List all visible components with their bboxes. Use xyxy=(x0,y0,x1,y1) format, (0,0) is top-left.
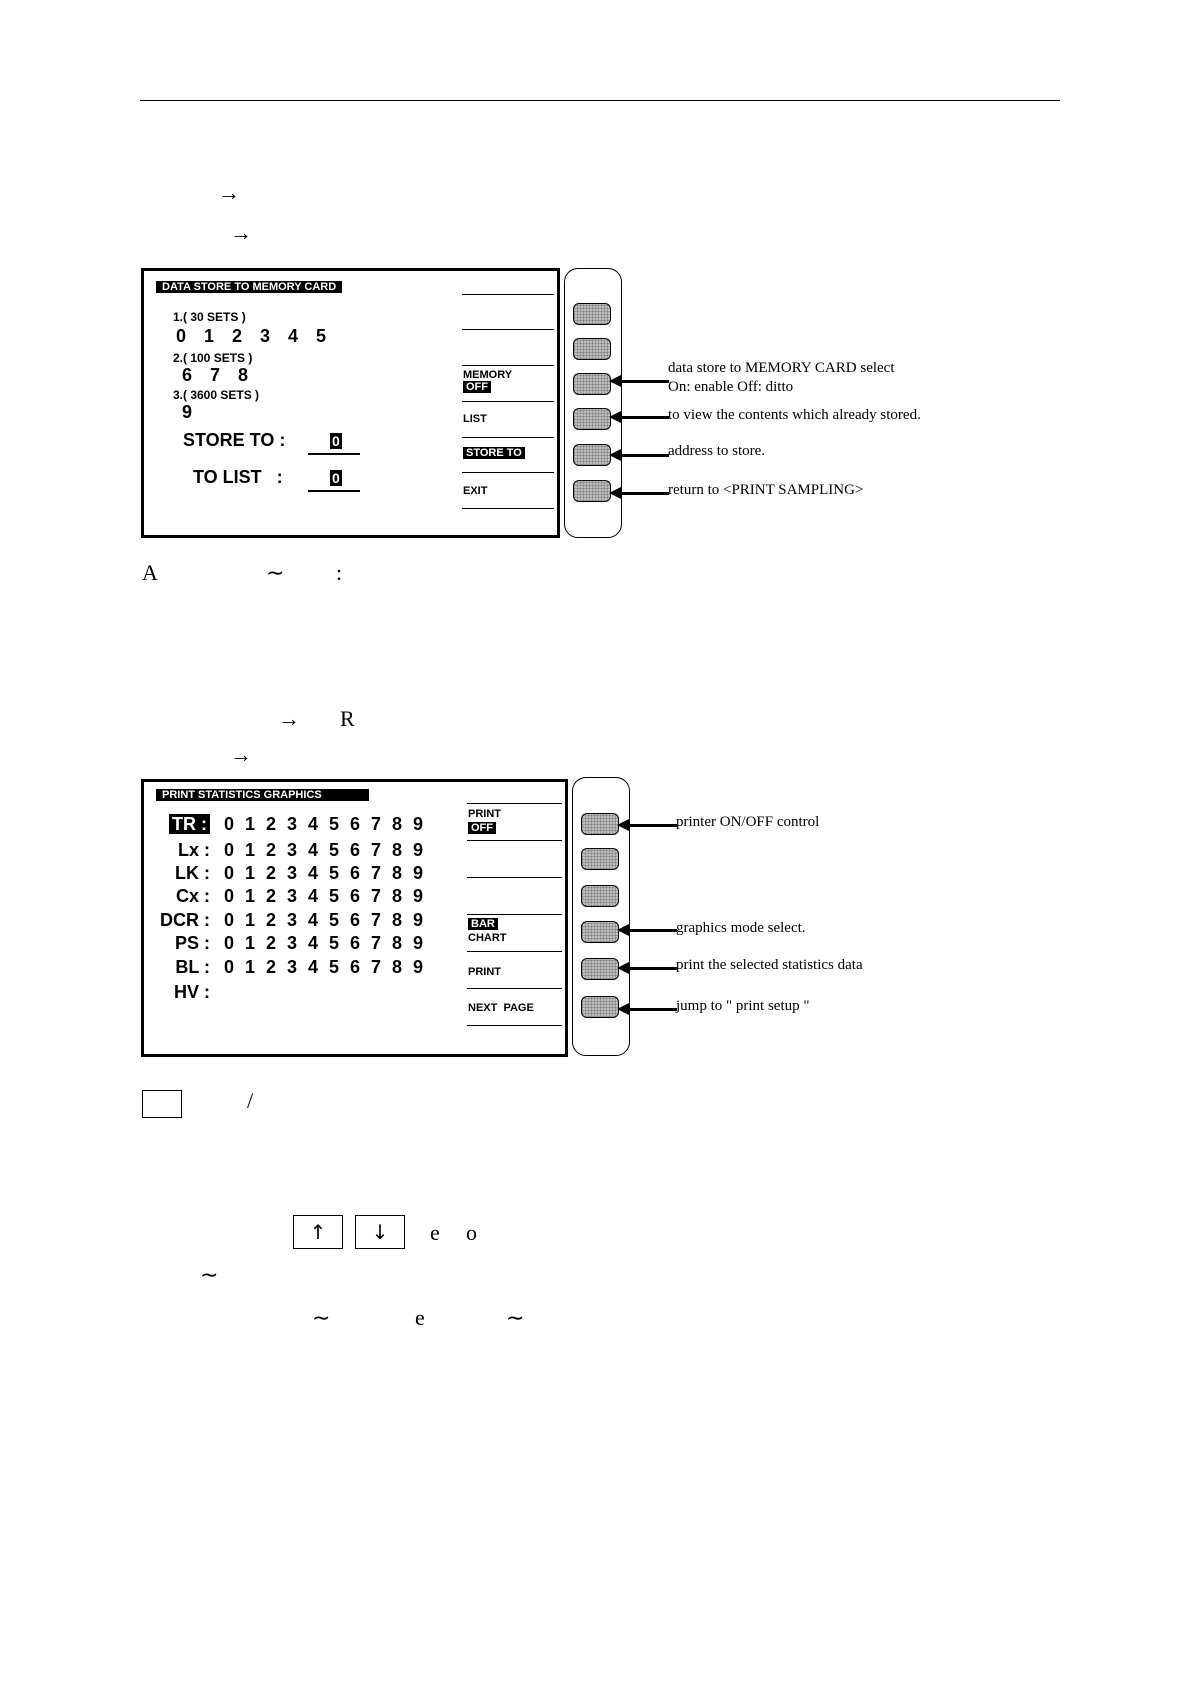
menu-divider xyxy=(462,437,554,438)
digit[interactable]: 8 xyxy=(391,933,402,953)
digit[interactable]: 8 xyxy=(391,840,402,860)
softkey-print-label: PRINT xyxy=(468,808,501,820)
digit[interactable]: 6 xyxy=(349,910,360,930)
stat-row-bl xyxy=(155,957,428,978)
digit[interactable]: 0 xyxy=(223,814,234,834)
menu-divider xyxy=(467,951,562,952)
row-label[interactable]: HV : xyxy=(174,982,210,1002)
fragment-text: : xyxy=(336,560,343,585)
digit[interactable]: 8 xyxy=(391,910,402,930)
header-rule xyxy=(140,100,1060,101)
digit[interactable]: 2 xyxy=(265,910,276,930)
digit[interactable]: 3 xyxy=(286,933,297,953)
softkey-list[interactable]: LIST xyxy=(463,413,487,425)
store-to-annotation: address to store. xyxy=(668,443,766,459)
group3-label: 3.( 3600 SETS ) xyxy=(173,388,260,402)
digit[interactable]: 8 xyxy=(391,957,402,977)
blank-key-box xyxy=(142,1090,182,1118)
arrow-text: → xyxy=(230,220,252,245)
soft-key-6[interactable] xyxy=(581,996,619,1018)
soft-key-5[interactable] xyxy=(573,444,611,466)
menu-divider xyxy=(467,988,562,989)
stat-row-cx xyxy=(155,886,428,907)
softkey-store-to[interactable] xyxy=(463,447,525,459)
digit[interactable]: 1 xyxy=(244,933,255,953)
digit[interactable]: 5 xyxy=(328,910,339,930)
digit[interactable]: 1 xyxy=(244,814,255,834)
menu-divider xyxy=(467,803,562,804)
group1-digits xyxy=(176,326,344,347)
digit[interactable]: 0 xyxy=(223,863,234,883)
to-list-field[interactable] xyxy=(330,470,342,488)
memory-state-badge: OFF xyxy=(463,381,491,393)
digit[interactable]: 3 xyxy=(260,326,271,346)
digit[interactable]: 2 xyxy=(265,814,276,834)
digit[interactable]: 6 xyxy=(349,814,360,834)
stat-row-hv xyxy=(155,982,210,1003)
row-label[interactable]: LK : xyxy=(175,863,210,883)
stat-row-ps xyxy=(155,933,428,954)
digit[interactable]: 6 xyxy=(182,365,193,385)
digit[interactable]: 2 xyxy=(265,863,276,883)
digit[interactable]: 0 xyxy=(223,910,234,930)
soft-key-3[interactable] xyxy=(573,373,611,395)
menu-divider xyxy=(462,472,554,473)
digit[interactable]: 3 xyxy=(286,886,297,906)
menu-divider xyxy=(467,840,562,841)
digit[interactable]: 4 xyxy=(307,840,318,860)
menu-divider xyxy=(467,877,562,878)
fragment-text: e xyxy=(430,1220,440,1245)
digit[interactable]: 3 xyxy=(286,814,297,834)
digit[interactable]: 1 xyxy=(244,840,255,860)
fragment-text: ∼ xyxy=(506,1305,525,1330)
fragment-text: ∼ xyxy=(312,1305,331,1330)
stat-row-dcr xyxy=(155,910,428,931)
digit[interactable]: 0 xyxy=(176,326,187,346)
soft-key-2[interactable] xyxy=(581,848,619,870)
digit[interactable]: 7 xyxy=(370,933,381,953)
list-annotation: to view the contents which already stored. xyxy=(668,407,921,423)
store-to-underline xyxy=(308,453,360,455)
digit[interactable]: 5 xyxy=(316,326,327,346)
arrow-text: → xyxy=(218,180,240,205)
soft-key-3[interactable] xyxy=(581,885,619,907)
digit[interactable]: 4 xyxy=(307,886,318,906)
digit[interactable]: 5 xyxy=(328,933,339,953)
soft-key-5[interactable] xyxy=(581,958,619,980)
group2-digits xyxy=(182,365,266,386)
soft-key-4[interactable] xyxy=(581,921,619,943)
digit[interactable]: 3 xyxy=(286,840,297,860)
soft-key-6[interactable] xyxy=(573,480,611,502)
softkey-next-page[interactable]: NEXT PAGE xyxy=(468,1002,534,1014)
stat-row-tr xyxy=(155,814,428,835)
digit[interactable]: 8 xyxy=(391,814,402,834)
fragment-text: o xyxy=(466,1220,477,1245)
screen-title: DATA STORE TO MEMORY CARD xyxy=(156,281,342,293)
digit[interactable]: 9 xyxy=(412,840,423,860)
softkey-print[interactable] xyxy=(468,808,501,834)
digit[interactable]: 5 xyxy=(328,957,339,977)
digit[interactable]: 0 xyxy=(223,886,234,906)
digit[interactable]: 5 xyxy=(328,814,339,834)
digit[interactable]: 6 xyxy=(349,840,360,860)
fragment-text: ∼ xyxy=(200,1262,219,1287)
menu-divider xyxy=(462,329,554,330)
digit[interactable]: 9 xyxy=(182,402,193,422)
digit[interactable]: 6 xyxy=(349,863,360,883)
digit[interactable]: 6 xyxy=(349,886,360,906)
digit[interactable]: 7 xyxy=(370,863,381,883)
digit[interactable]: 1 xyxy=(244,886,255,906)
digit[interactable]: 8 xyxy=(391,886,402,906)
menu-divider xyxy=(467,1025,562,1026)
digit[interactable]: 6 xyxy=(349,933,360,953)
digit[interactable]: 6 xyxy=(349,957,360,977)
store-to-field[interactable] xyxy=(330,433,342,451)
fragment-text: e xyxy=(415,1305,425,1330)
digit[interactable]: 4 xyxy=(307,814,318,834)
digit[interactable]: 2 xyxy=(232,326,243,346)
store-to-label: STORE TO : xyxy=(183,430,286,450)
digit[interactable]: 9 xyxy=(412,957,423,977)
digit[interactable]: 5 xyxy=(328,886,339,906)
group1-label: 1.( 30 SETS ) xyxy=(173,310,246,324)
fragment-text: R xyxy=(340,706,355,731)
digit[interactable]: 1 xyxy=(244,910,255,930)
digit[interactable]: 2 xyxy=(265,933,276,953)
stat-row-lk xyxy=(155,863,428,884)
menu-divider xyxy=(462,365,554,366)
digit[interactable]: 4 xyxy=(307,910,318,930)
digit[interactable]: 9 xyxy=(412,933,423,953)
digit[interactable]: 9 xyxy=(412,910,423,930)
digit[interactable]: 9 xyxy=(412,863,423,883)
softkey-bar-chart[interactable] xyxy=(468,918,507,944)
softkey-memory[interactable] xyxy=(463,369,512,393)
digit[interactable]: 7 xyxy=(370,957,381,977)
down-arrow-icon: ↓ xyxy=(371,1220,389,1244)
row-label[interactable]: Lx : xyxy=(177,840,210,860)
row-label[interactable]: BL : xyxy=(175,957,210,977)
up-arrow-key[interactable] xyxy=(293,1215,343,1249)
softkey-chart-label: CHART xyxy=(468,932,507,944)
jump-annotation: jump to " print setup " xyxy=(676,998,810,1014)
softkey-exit[interactable]: EXIT xyxy=(463,485,488,497)
store-to-value: 0 xyxy=(332,433,340,449)
menu-divider xyxy=(467,914,562,915)
row-label[interactable]: Cx : xyxy=(175,886,210,906)
arrow-text: → xyxy=(230,742,252,767)
fragment-text: A xyxy=(142,560,158,585)
digit[interactable]: 2 xyxy=(265,840,276,860)
group2-label: 2.( 100 SETS ) xyxy=(173,351,253,365)
digit[interactable]: 9 xyxy=(412,814,423,834)
printer-annotation: printer ON/OFF control xyxy=(676,814,820,830)
digit[interactable]: 1 xyxy=(204,326,215,346)
digit[interactable]: 1 xyxy=(244,863,255,883)
digit[interactable]: 0 xyxy=(223,933,234,953)
print-state-badge: OFF xyxy=(468,822,496,834)
soft-key-1[interactable] xyxy=(581,813,619,835)
digit[interactable]: 5 xyxy=(328,840,339,860)
digit[interactable]: 4 xyxy=(288,326,299,346)
digit[interactable]: 7 xyxy=(370,910,381,930)
digit[interactable]: 0 xyxy=(223,840,234,860)
digit[interactable]: 4 xyxy=(307,957,318,977)
exit-annotation: return to <PRINT SAMPLING> xyxy=(668,482,864,498)
menu-divider xyxy=(462,508,554,509)
digit[interactable]: 2 xyxy=(265,886,276,906)
digit[interactable]: 7 xyxy=(370,840,381,860)
to-list-label: TO LIST : xyxy=(193,467,283,487)
digit[interactable]: 7 xyxy=(370,886,381,906)
digit[interactable]: 3 xyxy=(286,910,297,930)
digit[interactable]: 7 xyxy=(370,814,381,834)
row-label[interactable]: PS : xyxy=(174,933,210,953)
print-selected-annotation: print the selected statistics data xyxy=(676,957,863,973)
digit[interactable]: 9 xyxy=(412,886,423,906)
stat-row-lx xyxy=(155,840,428,861)
memory-annotation-line1: data store to MEMORY CARD select xyxy=(668,360,895,376)
digit[interactable]: 0 xyxy=(223,957,234,977)
screen-title: PRINT STATISTICS GRAPHICS xyxy=(156,789,369,801)
soft-key-2[interactable] xyxy=(573,338,611,360)
menu-divider xyxy=(462,401,554,402)
softkey-print-data[interactable]: PRINT xyxy=(468,966,501,978)
digit[interactable]: 8 xyxy=(238,365,249,385)
down-arrow-key[interactable] xyxy=(355,1215,405,1249)
row-label[interactable]: DCR : xyxy=(160,910,210,930)
row-label[interactable]: TR : xyxy=(169,814,210,834)
digit[interactable]: 3 xyxy=(286,863,297,883)
memory-annotation-line2: On: enable Off: ditto xyxy=(668,379,794,395)
digit[interactable]: 5 xyxy=(328,863,339,883)
fragment-text: ∼ xyxy=(266,560,285,585)
digit[interactable]: 4 xyxy=(307,863,318,883)
digit[interactable]: 8 xyxy=(391,863,402,883)
group3-digits xyxy=(182,402,210,423)
digit[interactable]: 2 xyxy=(265,957,276,977)
to-list-underline xyxy=(308,490,360,492)
soft-key-1[interactable] xyxy=(573,303,611,325)
softkey-store-to-label: STORE TO xyxy=(463,447,525,459)
softkey-memory-label: MEMORY xyxy=(463,369,513,381)
soft-key-4[interactable] xyxy=(573,408,611,430)
fragment-text: / xyxy=(247,1088,254,1113)
to-list-value: 0 xyxy=(332,470,340,486)
bar-mode-badge: BAR xyxy=(468,918,498,930)
up-arrow-icon: ↑ xyxy=(309,1220,327,1244)
menu-divider xyxy=(462,294,554,295)
graphics-annotation: graphics mode select. xyxy=(676,920,806,936)
arrow-text: → xyxy=(278,706,300,731)
digit[interactable]: 1 xyxy=(244,957,255,977)
digit[interactable]: 7 xyxy=(210,365,221,385)
digit[interactable]: 3 xyxy=(286,957,297,977)
digit[interactable]: 4 xyxy=(307,933,318,953)
